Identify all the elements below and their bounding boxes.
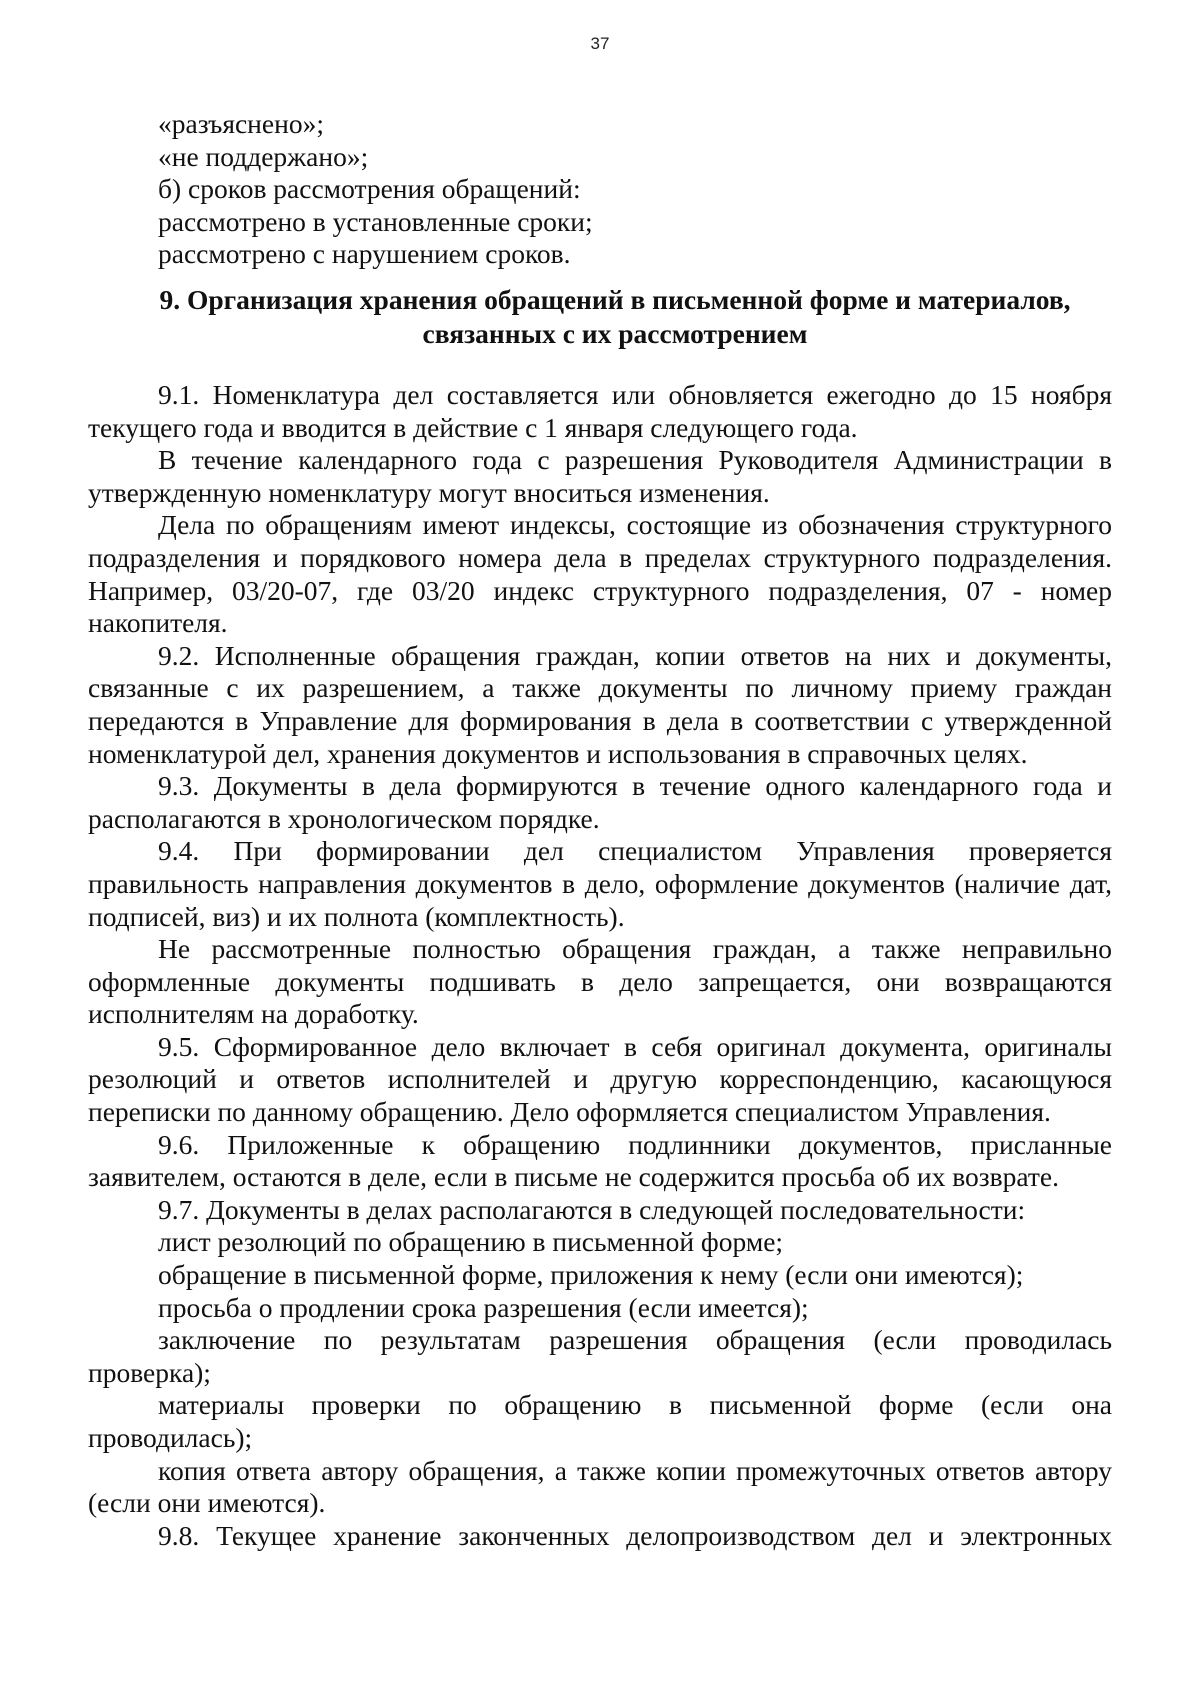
list-item: рассмотрено с нарушением сроков. [158, 238, 571, 270]
paragraph-9-2: 9.2. Исполненные обращения граждан, копии ответов на них и документы, связанные с их разрешением, а также документы по личному приему граждан передаются в Управление для формирования в дела в соответствии с утвержденной номенклатурой дел, хранения документов и использования в справочных целях. [88, 639, 1112, 769]
paragraph-9-6: 9.6. Приложенные к обращению подлинники документов, присланные заявителем, остаются в деле, если в письме не содержится просьба об их возврате. [88, 1128, 1112, 1193]
paragraph-9-7: 9.7. Документы в делах располагаются в следующей последовательности: [158, 1193, 1026, 1225]
section-body [88, 379, 1112, 1552]
list-item: просьба о продлении срока разрешения (если имеется); [158, 1291, 809, 1323]
list-item: обращение в письменной форме, приложения к нему (если они имеются); [158, 1259, 1024, 1291]
list-item: б) сроков рассмотрения обращений: [158, 173, 581, 205]
paragraph: В течение календарного года с разрешения Руководителя Администрации в утвержденную номенклатуру могут вноситься изменения. [88, 444, 1112, 508]
list-item: рассмотрено в установленные сроки; [158, 205, 593, 237]
section-heading-line: 9. Организация хранения обращений в письменной форме и материалов, [159, 284, 1071, 315]
page-number: 37 [590, 34, 610, 53]
list-item: «не поддержано»; [158, 140, 369, 172]
list-item: материалы проверки по обращению в письменной форме (если она проводилась); [88, 1389, 1112, 1453]
list-item: «разъяснено»; [158, 108, 324, 139]
list-item: лист резолюций по обращению в письменной форме; [158, 1226, 784, 1258]
paragraph: Дела по обращениям имеют индексы, состоящие из обозначения структурного подразделения и порядкового номера дела в пределах структурного подразделения. Например, 03/20-07, где 03/20 индекс структурного подразделения, 07 - номер накопителя. [88, 509, 1112, 639]
list-item: заключение по результатам разрешения обращения (если проводилась проверка); [88, 1324, 1112, 1388]
paragraph-9-1: 9.1. Номенклатура дел составляется или обновляется ежегодно до 15 ноября текущего года и вводится в действие с 1 января следующего года. [88, 379, 1112, 443]
paragraph-9-8: 9.8. Текущее хранение законченных делопроизводством дел и электронных [158, 1519, 1112, 1551]
section-heading-line: связанных с их рассмотрением [422, 318, 808, 349]
paragraph-9-4: 9.4. При формировании дел специалистом Управления проверяется правильность направления документов в дело, оформление документов (наличие дат, подписей, виз) и их полнота (комплектность). [88, 835, 1112, 932]
section-heading [88, 283, 1112, 351]
paragraph-9-3: 9.3. Документы в дела формируются в течение одного календарного года и располагаются в хронологическом порядке. [88, 770, 1112, 834]
paragraph: Не рассмотренные полностью обращения граждан, а также неправильно оформленные документы подшивать в дело запрещается, они возвращаются исполнителям на доработку. [88, 933, 1112, 1030]
list-item: копия ответа автору обращения, а также копии промежуточных ответов автору (если они имеются). [88, 1454, 1112, 1519]
criteria-list [88, 108, 1112, 271]
paragraph-9-5: 9.5. Сформированное дело включает в себя оригинал документа, оригиналы резолюций и ответов исполнителей и другую корреспонденцию, касающуюся переписки по данному обращению. Дело оформляется специалистом Управления. [88, 1030, 1112, 1128]
